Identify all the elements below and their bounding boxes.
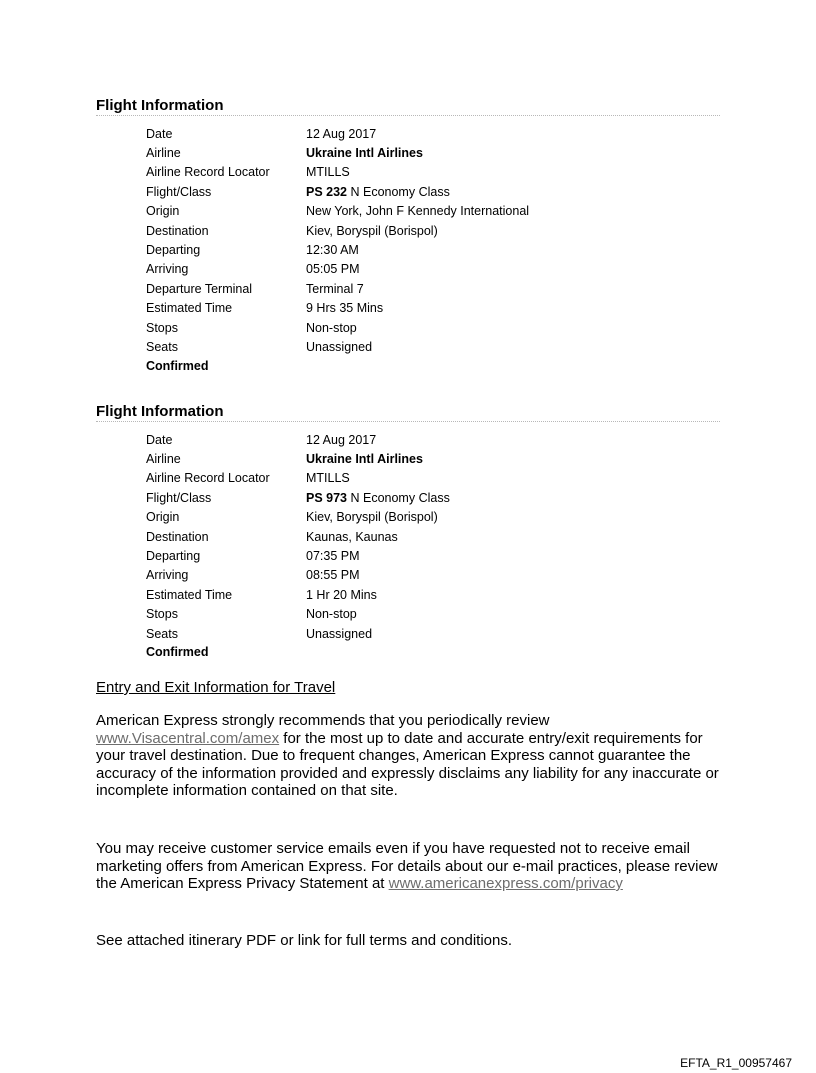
flight-class-label: Flight/Class bbox=[146, 184, 212, 199]
destination-label: Destination bbox=[146, 529, 209, 544]
privacy-paragraph bbox=[96, 840, 726, 893]
airline-label: Airline bbox=[146, 146, 181, 161]
locator-label: Airline Record Locator bbox=[146, 471, 270, 486]
detail-row-date bbox=[146, 430, 720, 449]
flight-number: PS 973 bbox=[306, 490, 348, 505]
detail-row-destination bbox=[146, 527, 720, 546]
class-value: N Economy Class bbox=[347, 490, 450, 505]
date-label: Date bbox=[146, 126, 173, 141]
privacy-text: You may receive customer service emails even if you have requested not to receive email marketing offers from American Express. For details about our e-mail practices, please review the American Express Privacy Statement at bbox=[96, 840, 718, 892]
arriving-value: 08:55 PM bbox=[306, 568, 360, 583]
stops-value: Non-stop bbox=[306, 320, 357, 335]
estimated-value: 9 Hrs 35 Mins bbox=[306, 301, 384, 316]
detail-row-stops bbox=[146, 318, 720, 337]
document-id: EFTA_R1_00957467 bbox=[680, 1056, 792, 1070]
departing-label: Departing bbox=[146, 243, 201, 258]
detail-row-airline bbox=[146, 143, 720, 162]
entry-exit-text-before: American Express strongly recommends that you periodically review bbox=[96, 712, 550, 729]
class-value: N Economy Class bbox=[347, 184, 450, 199]
estimated-value: 1 Hr 20 Mins bbox=[306, 587, 377, 602]
date-value: 12 Aug 2017 bbox=[306, 432, 377, 447]
arriving-label: Arriving bbox=[146, 568, 189, 583]
locator-value: MTILLS bbox=[306, 165, 350, 180]
entry-exit-text-after: for the most up to date and accurate entry/exit requirements for your travel destination. Due to frequent changes, American Express cannot guarantee the accuracy of the information provided and expressly disclaims any liability for any inaccurate or incomplete information contained on that site. bbox=[96, 729, 719, 799]
privacy-link[interactable]: www.americanexpress.com/privacy bbox=[388, 875, 623, 892]
detail-row-locator bbox=[146, 469, 720, 488]
estimated-label: Estimated Time bbox=[146, 301, 233, 316]
confirmed-status: Confirmed bbox=[146, 358, 209, 373]
detail-row-origin bbox=[146, 202, 720, 221]
flight-class-label: Flight/Class bbox=[146, 490, 212, 505]
detail-row-arriving bbox=[146, 566, 720, 585]
airline-label: Airline bbox=[146, 452, 181, 467]
detail-row-destination bbox=[146, 221, 720, 240]
terminal-label: Departure Terminal bbox=[146, 281, 253, 296]
flight-class-value bbox=[306, 491, 720, 505]
locator-value: MTILLS bbox=[306, 471, 350, 486]
detail-row-date bbox=[146, 124, 720, 143]
detail-row-stops bbox=[146, 605, 720, 624]
airline-value: Ukraine Intl Airlines bbox=[306, 452, 423, 467]
estimated-label: Estimated Time bbox=[146, 587, 233, 602]
flight-details bbox=[146, 430, 720, 663]
detail-row-origin bbox=[146, 508, 720, 527]
stops-value: Non-stop bbox=[306, 607, 357, 622]
detail-row-locator bbox=[146, 163, 720, 182]
locator-label: Airline Record Locator bbox=[146, 165, 270, 180]
detail-row-departing bbox=[146, 240, 720, 259]
terms-text: See attached itinerary PDF or link for full terms and conditions. bbox=[96, 932, 513, 949]
detail-row-terminal bbox=[146, 279, 720, 298]
arriving-value: 05:05 PM bbox=[306, 262, 360, 277]
detail-row-airline bbox=[146, 449, 720, 468]
terminal-value: Terminal 7 bbox=[306, 281, 364, 296]
entry-exit-heading: Entry and Exit Information for Travel bbox=[96, 679, 336, 696]
detail-row-seats bbox=[146, 624, 720, 643]
terms-paragraph bbox=[96, 932, 726, 950]
airline-value: Ukraine Intl Airlines bbox=[306, 146, 423, 161]
entry-exit-heading-block bbox=[96, 679, 726, 697]
entry-exit-paragraph bbox=[96, 712, 726, 800]
flight-section-1 bbox=[96, 97, 720, 376]
arriving-label: Arriving bbox=[146, 262, 189, 277]
flight-number: PS 232 bbox=[306, 184, 348, 199]
section-heading: Flight Information bbox=[96, 403, 720, 422]
seats-value: Unassigned bbox=[306, 339, 373, 354]
detail-row-arriving bbox=[146, 260, 720, 279]
confirmed-status: Confirmed bbox=[146, 645, 209, 660]
detail-row-estimated bbox=[146, 585, 720, 604]
destination-value: Kiev, Boryspil (Borispol) bbox=[306, 223, 438, 238]
detail-row-flight-class bbox=[146, 488, 720, 507]
detail-row-estimated bbox=[146, 299, 720, 318]
departing-value: 07:35 PM bbox=[306, 549, 360, 564]
seats-value: Unassigned bbox=[306, 626, 373, 641]
visacentral-link[interactable]: www.Visacentral.com/amex bbox=[96, 729, 280, 747]
origin-label: Origin bbox=[146, 204, 180, 219]
origin-value: New York, John F Kennedy International bbox=[306, 204, 530, 219]
date-value: 12 Aug 2017 bbox=[306, 126, 377, 141]
detail-row-departing bbox=[146, 546, 720, 565]
detail-row-flight-class bbox=[146, 182, 720, 201]
section-heading: Flight Information bbox=[96, 97, 720, 116]
flight-section-2 bbox=[96, 403, 720, 663]
destination-label: Destination bbox=[146, 223, 209, 238]
departing-value: 12:30 AM bbox=[306, 243, 359, 258]
destination-value: Kaunas, Kaunas bbox=[306, 529, 398, 544]
date-label: Date bbox=[146, 432, 173, 447]
flight-details bbox=[146, 124, 720, 376]
seats-label: Seats bbox=[146, 626, 178, 641]
seats-label: Seats bbox=[146, 339, 178, 354]
detail-row-seats bbox=[146, 337, 720, 356]
stops-label: Stops bbox=[146, 320, 178, 335]
origin-value: Kiev, Boryspil (Borispol) bbox=[306, 510, 438, 525]
origin-label: Origin bbox=[146, 510, 180, 525]
departing-label: Departing bbox=[146, 549, 201, 564]
flight-class-value bbox=[306, 185, 720, 199]
stops-label: Stops bbox=[146, 607, 178, 622]
